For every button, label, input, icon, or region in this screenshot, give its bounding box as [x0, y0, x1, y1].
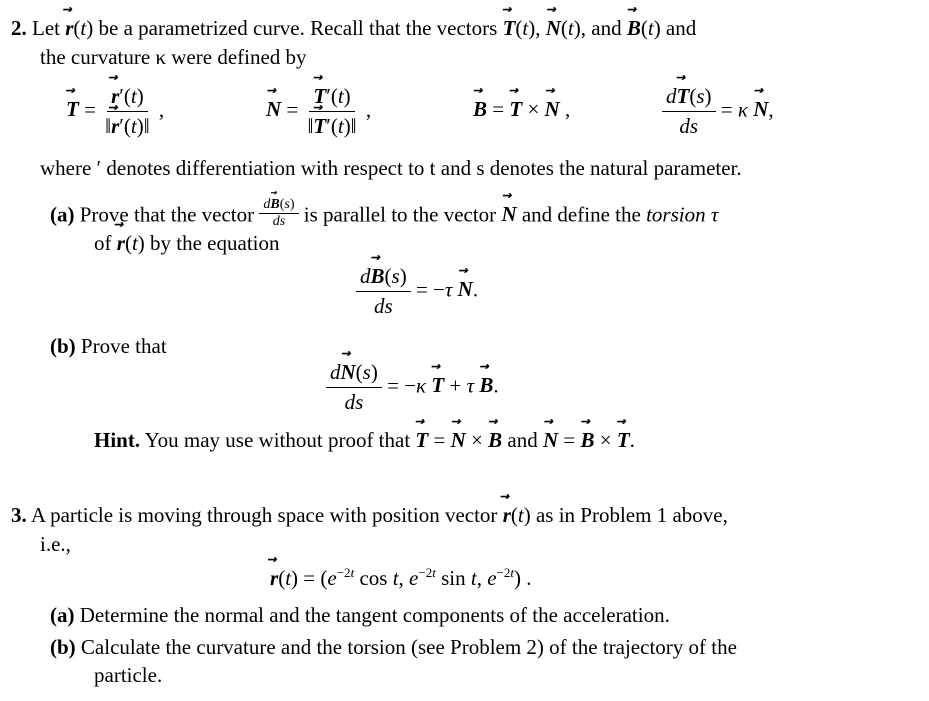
- hint-label: Hint.: [94, 428, 141, 452]
- problem-2-part-a-line-1: (a) Prove that the vector $\frac{dB ⃗(s)}{ds}$ is parallel to the vector N ⃗ and define the torsion τ: [50, 204, 718, 229]
- problem-3-part-a-label: (a): [50, 603, 75, 627]
- problem-2-number: 2.: [11, 16, 27, 40]
- problem-3-intro-line-1: 3. A particle is moving through space with position vector r ⃗(t) as in Problem 1 above,: [11, 505, 728, 526]
- part-a-label: (a): [50, 202, 75, 227]
- problem-3-intro-line-2: i.e.,: [40, 532, 71, 556]
- problem-3-part-a-line: [50, 605, 670, 626]
- equation-B-definition: B ⃗ = T ⃗ × N ⃗ ,: [473, 99, 570, 120]
- equation-position: r ⃗(t) = ($e^{-2t}$ cos t, $e^{-2t}$ sin t, $e^{-2t}$) .: [270, 566, 532, 589]
- part-b-label: (b): [50, 334, 76, 358]
- equation-dN-ds: $\frac{dN ⃗(s)}{ds}$ = −κ T ⃗ + τ B ⃗.: [326, 362, 499, 413]
- equation-T-definition: T ⃗ = $\frac{r ⃗'(t)}{‖r ⃗'(t)‖}$ ,: [66, 86, 164, 137]
- where-line: where ′ denotes differentiation with respect to t and s denotes the natural parameter.: [40, 156, 742, 180]
- problem-2-part-a-line-2: of r ⃗(t) by the equation: [94, 233, 280, 254]
- equation-N-definition: N ⃗ = $\frac{T ⃗'(t)}{‖T ⃗'(t)‖}$ ,: [266, 86, 371, 137]
- problem-3-part-a-text: Determine the normal and the tangent components of the acceleration.: [79, 603, 670, 627]
- hint-line: Hint. You may use without proof that T ⃗ = N ⃗ × B ⃗ and N ⃗ = B ⃗ × T ⃗.: [94, 430, 635, 451]
- equation-torsion: $\frac{dB ⃗(s)}{ds}$ = −τ N ⃗.: [356, 266, 478, 317]
- problem-2-intro-line-1: 2. Let r ⃗(t) be a parametrized curve. Recall that the vectors T ⃗(t), N ⃗(t), and B ⃗(t) and: [11, 18, 696, 39]
- problem-3-part-b-line-1: [50, 637, 737, 658]
- problem-3-part-b-label: (b): [50, 635, 76, 659]
- problem-2-intro-line-2: the curvature κ were defined by: [40, 45, 307, 69]
- problem-3-part-b-line-2: particle.: [94, 663, 163, 687]
- problem-3-part-b-text: Calculate the curvature and the torsion (see Problem 2) of the trajectory of the: [80, 635, 737, 659]
- problem-3-number: 3.: [11, 503, 27, 527]
- part-b-text: Prove that: [80, 334, 167, 358]
- equation-dT-ds: $\frac{dT ⃗(s)}{ds}$ = κ N ⃗,: [662, 86, 774, 137]
- problem-2-part-b-line: [50, 336, 167, 357]
